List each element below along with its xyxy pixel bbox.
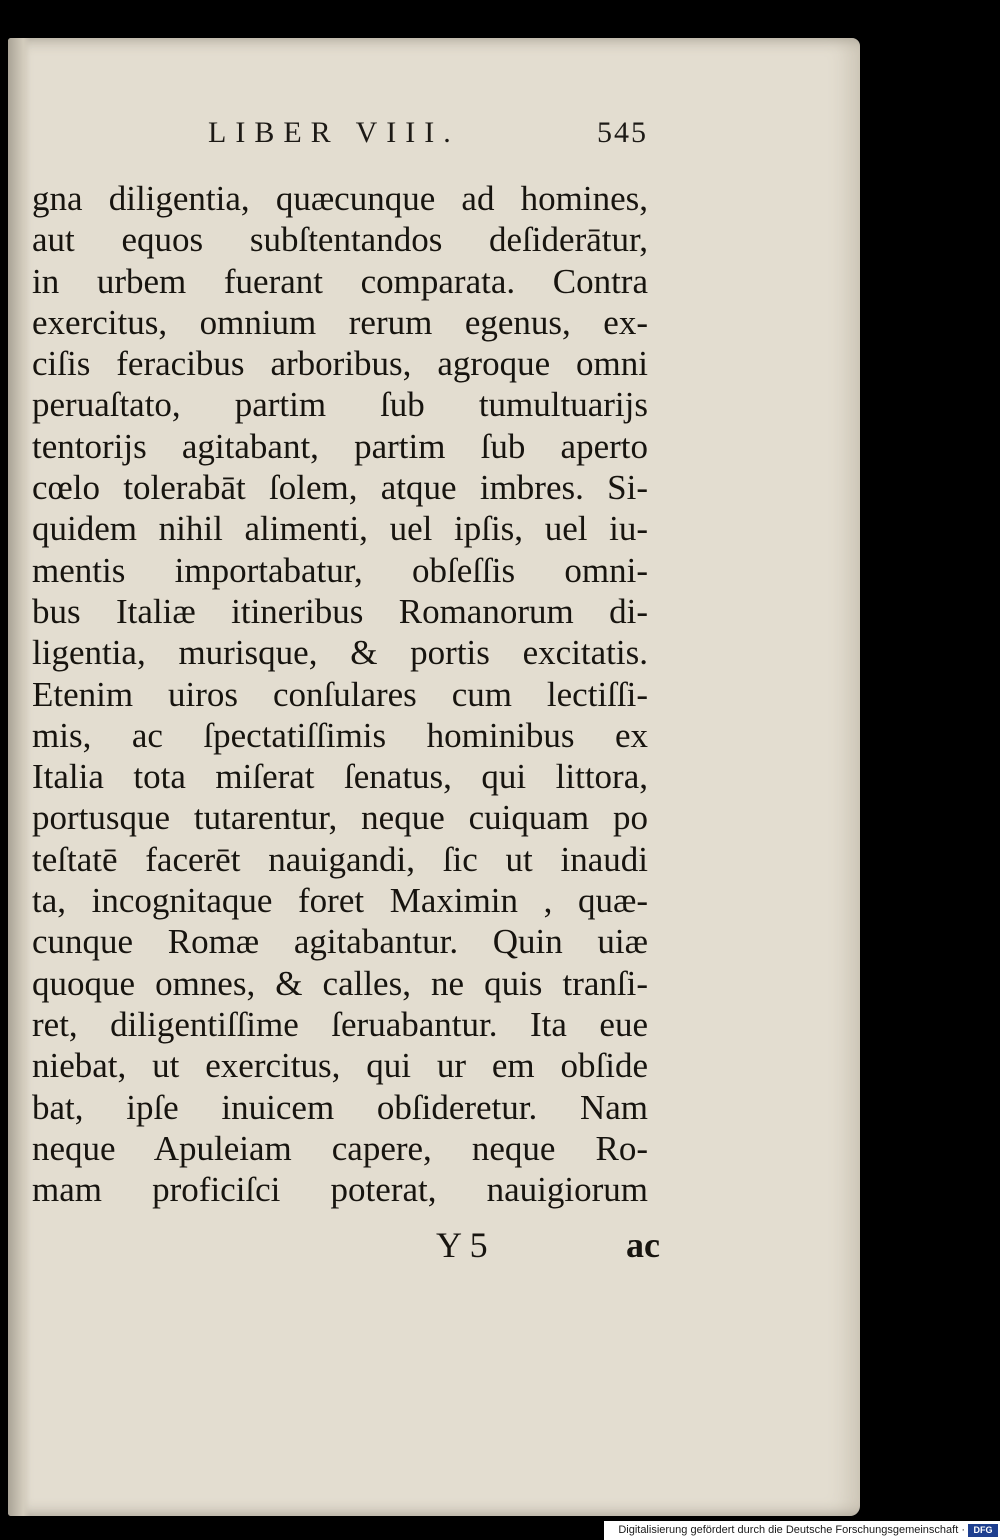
text-line: tentorijs agitabant, partim ſub aperto bbox=[32, 426, 648, 466]
dfg-logo-icon: DFG bbox=[968, 1524, 998, 1537]
body-text bbox=[32, 178, 648, 1210]
text-line: ciſis feracibus arboribus, agroque omni bbox=[32, 344, 648, 384]
running-title: LIBER VIII. bbox=[208, 116, 460, 149]
page-number: 545 bbox=[597, 116, 648, 149]
text-line: ret, diligentiſſime ſeruabantur. Ita eue bbox=[32, 1004, 648, 1044]
page-footer bbox=[428, 1224, 660, 1268]
text-line: portusque tutarentur, neque cuiquam po bbox=[32, 798, 648, 838]
text-line: ta, incognitaque foret Maximin , quæ- bbox=[32, 881, 648, 921]
text-line: in urbem fuerant comparata. Contra bbox=[32, 261, 648, 301]
text-line: mentis importabatur, obſeſſis omni- bbox=[32, 550, 648, 590]
text-line: quidem nihil alimenti, uel ipſis, uel iu- bbox=[32, 509, 648, 549]
catchword: ac bbox=[626, 1225, 660, 1265]
text-line: bat, ipſe inuicem obſideretur. Nam bbox=[32, 1087, 648, 1127]
text-line: mis, ac ſpectatiſſimis hominibus ex bbox=[32, 715, 648, 755]
signature-mark: Y 5 bbox=[436, 1225, 488, 1265]
book-page bbox=[8, 38, 860, 1516]
text-line: ligentia, murisque, & portis excitatis. bbox=[32, 633, 648, 673]
text-line: cœlo tolerabāt ſolem, atque imbres. Si- bbox=[32, 468, 648, 508]
text-line: quoque omnes, & calles, ne quis tranſi- bbox=[32, 963, 648, 1003]
text-line: exercitus, omnium rerum egenus, ex- bbox=[32, 302, 648, 342]
text-line: peruaſtato, partim ſub tumultuarijs bbox=[32, 385, 648, 425]
page-gutter-shadow bbox=[8, 38, 30, 1516]
text-line: teſtatē facerēt nauigandi, ſic ut inaudi bbox=[32, 839, 648, 879]
text-line: aut equos subſtentandos deſiderātur, bbox=[32, 220, 648, 260]
text-line: Italia tota miſerat ſenatus, qui littora, bbox=[32, 757, 648, 797]
credit-text: Digitalisierung gefördert durch die Deutsche Forschungsgemeinschaft · bbox=[618, 1524, 965, 1536]
running-head bbox=[208, 116, 648, 156]
text-line: Etenim uiros conſulares cum lectiſſi- bbox=[32, 674, 648, 714]
text-line: gna diligentia, quæcunque ad homines, bbox=[32, 179, 648, 218]
digitization-credit bbox=[604, 1521, 1000, 1540]
text-line: mam proficiſci poterat, nauigiorum bbox=[32, 1170, 648, 1210]
text-line: neque Apuleiam capere, neque Ro- bbox=[32, 1128, 648, 1168]
text-line: bus Italiæ itineribus Romanorum di- bbox=[32, 591, 648, 631]
text-line: cunque Romæ agitabantur. Quin uiæ bbox=[32, 922, 648, 962]
text-line: niebat, ut exercitus, qui ur em obſide bbox=[32, 1046, 648, 1086]
